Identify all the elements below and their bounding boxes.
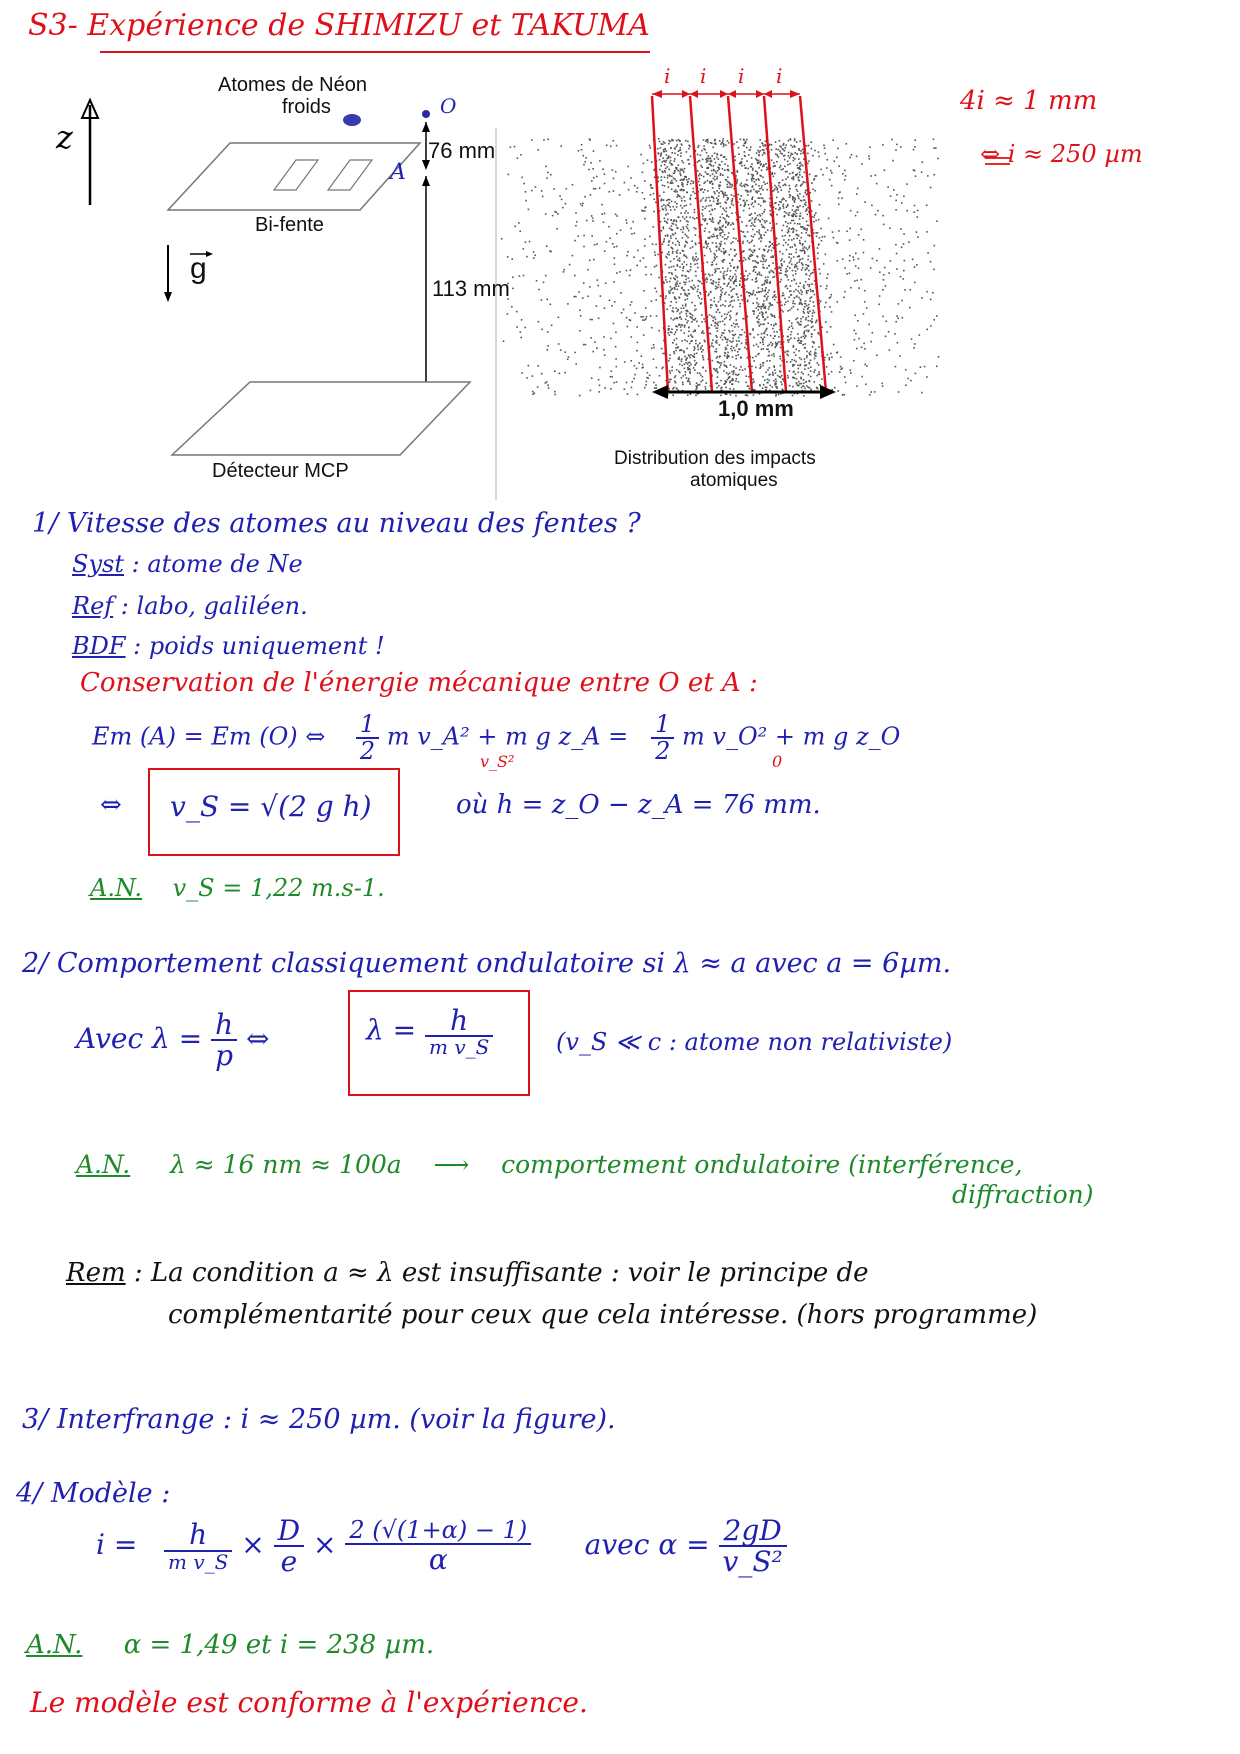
q4-avec: avec α = [584,1527,710,1561]
q2-avec-label: Avec λ = [76,1021,203,1055]
an-value-1: v_S = 1,22 m.s-1. [172,874,385,902]
q2-note: (v_S ≪ c : atome non relativiste) [556,1028,953,1056]
q2-lambda-eq: λ = [366,1013,417,1047]
point-o-label: O [440,94,457,118]
q1-implies: ⇔ [100,790,122,820]
ref-value: : labo, galiléen. [120,592,308,620]
point-o-dot [422,110,430,118]
g-vector-label: g [190,252,207,285]
q4-times-2: × [313,1527,337,1561]
q4-title: 4/ Modèle : [16,1478,171,1509]
behaviour-line1: comportement ondulatoire (interférence, [501,1150,1023,1179]
q2-an [76,1150,1023,1179]
z-axis-label: z [56,118,73,156]
q1-boxed-result: v_S = √(2 g h) [170,790,372,823]
q2-avec [76,1010,270,1071]
q1-ref [72,592,308,620]
distribution-label-line2: atomiques [690,470,778,491]
an-value-4: α = 1,49 et i = 238 µm. [123,1630,435,1660]
half-fraction-1: $\frac{1}{2}$ [356,712,379,764]
g-vector-arrowhead [164,292,172,302]
distribution-label-line1: Distribution des impacts [614,448,816,469]
q2-equiv-arrow: ⇔ [246,1021,270,1055]
note-4i: 4i ≈ 1 mm [960,86,1098,116]
bdf-label: BDF [72,632,126,660]
behaviour-line2: diffraction) [952,1180,1094,1209]
q2-boxed-result [366,1006,493,1058]
impact-distribution [501,138,939,397]
ref-label: Ref [72,592,114,620]
q3-text: 3/ Interfrange : i ≈ 250 µm. (voir la figure). [22,1404,616,1435]
zero-annotation: 0 [772,752,783,771]
bdf-value: : poids uniquement ! [133,632,385,660]
neon-label-line1: Atomes de Néon [218,74,367,96]
q4-h-over-mvs: $\frac{h}{\text{m v\_S}}$ [164,1520,232,1572]
energy-term-2: m v_O² + m g z_O [682,722,901,751]
experiment-figure [0,0,1240,520]
an-arrow-2: ⟶ [433,1150,470,1179]
energy-term-1: m v_A² + m g z_A = [386,722,629,751]
h-over-mvs: $\frac{h}{\text{m v\_S}}$ [425,1006,493,1058]
q4-an [26,1630,434,1660]
an-label-4: A.N. [26,1630,83,1660]
q4-model-equation [96,1516,787,1577]
fringe-mark-1: i [664,64,671,88]
dist-76-label: 76 mm [428,138,496,163]
syst-label: Syst [72,550,124,578]
q1-where: où h = z_O − z_A = 76 mm. [456,790,821,820]
q1-conservation: Conservation de l'énergie mécanique entre O et A : [80,668,758,698]
neon-atoms-icon [343,114,361,126]
h-over-p: $\frac{h}{p}$ [211,1010,237,1071]
fringe-mark-4: i [776,64,783,88]
q4-d-over-e: $\frac{D}{e}$ [274,1516,304,1577]
mcp-detector-plate [172,382,470,455]
q1-bdf [72,632,385,660]
q1-title: 1/ Vitesse des atomes au niveau des fentes ? [32,508,641,539]
point-a-label: A [390,160,406,185]
an-label-2: A.N. [76,1150,131,1179]
fringe-mark-2: i [700,64,707,88]
q2-title: 2/ Comportement classiquement ondulatoire si λ ≈ a avec a = 6µm. [22,948,952,979]
note-i: ⇔ i ≈ 250 µm [980,140,1143,168]
q1-syst [72,550,303,578]
q4-alpha-fraction: $\frac{2 (√(1+\alpha) - 1)}{\alpha}$ [345,1518,531,1575]
remark [66,1258,869,1288]
remark-label: Rem [66,1258,126,1288]
half-fraction-2: $\frac{1}{2}$ [651,712,674,764]
fringe-mark-3: i [738,64,745,88]
remark-line2: complémentarité pour ceux que cela intéresse. (hors programme) [168,1300,1038,1330]
scale-label: 1,0 mm [718,396,794,421]
q4-conclusion: Le modèle est conforme à l'expérience. [30,1686,588,1719]
q4-times-1: × [241,1527,265,1561]
remark-line1: : La condition a ≈ λ est insuffisante : voir le principe de [133,1258,869,1288]
neon-label-line2: froids [282,96,331,118]
an-label-1: A.N. [90,874,143,902]
q4-i-eq: i = [96,1527,138,1561]
q4-alpha-definition: $\frac{2gD}{\text{v\_S²}}$ [719,1516,787,1577]
q1-an [90,874,385,902]
dist-113-label: 113 mm [432,276,510,301]
syst-value: : atome de Ne [131,550,303,578]
bi-slit-label: Bi-fente [255,214,324,236]
vs-annotation: v_S² [480,752,515,771]
em-equality: Em (A) = Em (O) ⇔ [92,722,326,751]
an-value-2: λ ≈ 16 nm ≈ 100a [169,1150,402,1179]
bi-slit-plate [168,143,420,210]
detector-label: Détecteur MCP [212,460,349,482]
page-title: S3- Expérience de SHIMIZU et TAKUMA [28,8,650,43]
